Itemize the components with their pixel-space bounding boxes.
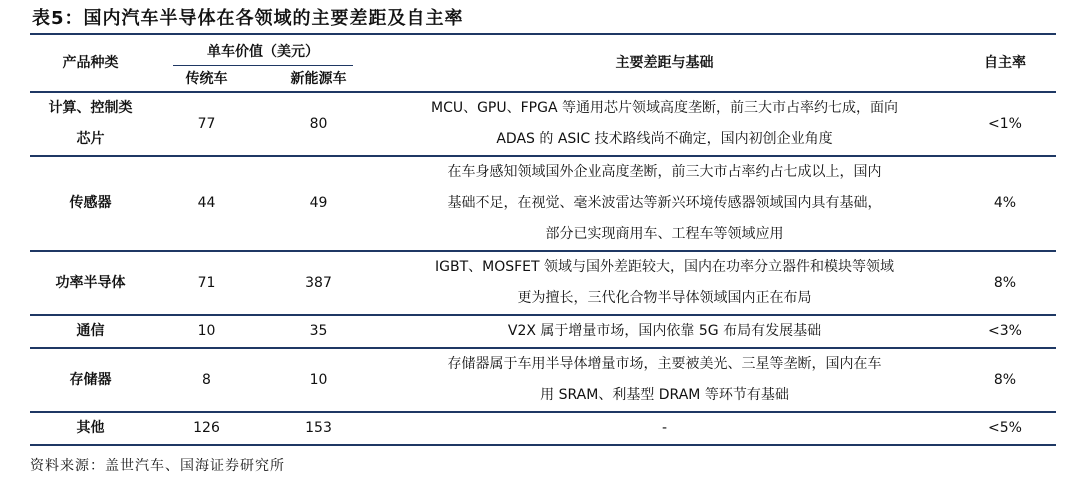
- header-nev: 新能源车: [262, 68, 375, 92]
- cell-basis-line: 更为擅长，三代化合物半导体领域国内正在布局: [517, 290, 812, 306]
- cell-basis: [375, 92, 954, 156]
- cell-product-line: 通信: [76, 323, 105, 339]
- cell-traditional: 126: [151, 412, 262, 445]
- cell-ratio: <5%: [954, 412, 1056, 445]
- cell-traditional: 77: [151, 92, 262, 156]
- header-product: 产品种类: [30, 36, 151, 92]
- table-row: [30, 348, 1056, 412]
- header-value-group-label: 单车价值（美元）: [173, 39, 353, 66]
- cell-ratio: <1%: [954, 92, 1056, 156]
- cell-basis-line: 基础不足，在视觉、毫米波雷达等新兴环境传感器领域国内具有基础，: [447, 195, 882, 211]
- cell-ratio: 8%: [954, 251, 1056, 315]
- table-row: [30, 412, 1056, 445]
- header-traditional: 传统车: [151, 68, 262, 92]
- cell-basis-line: -: [661, 420, 668, 436]
- cell-basis-line: V2X 属于增量市场，国内依靠 5G 布局有发展基础: [507, 323, 822, 339]
- cell-product: [30, 348, 151, 412]
- cell-traditional: 71: [151, 251, 262, 315]
- cell-product-line: 功率半导体: [55, 274, 126, 291]
- cell-nev: 80: [262, 92, 375, 156]
- table-row: [30, 315, 1056, 348]
- cell-basis: [375, 156, 954, 251]
- cell-ratio: 4%: [954, 156, 1056, 251]
- cell-product: [30, 412, 151, 445]
- cell-nev: 387: [262, 251, 375, 315]
- cell-basis: [375, 251, 954, 315]
- cell-product-line: 计算、控制类: [48, 100, 133, 116]
- cell-product: [30, 251, 151, 315]
- cell-nev: 49: [262, 156, 375, 251]
- table-row: [30, 156, 1056, 251]
- table-row: [30, 92, 1056, 156]
- cell-basis-line: 存储器属于车用半导体增量市场，主要被美光、三星等垄断，国内在车: [447, 356, 882, 372]
- cell-traditional: 8: [151, 348, 262, 412]
- cell-basis-line: MCU、GPU、FPGA 等通用芯片领域高度垄断，前三大市占率约七成，面向: [430, 100, 898, 116]
- cell-basis: [375, 348, 954, 412]
- cell-traditional: 10: [151, 315, 262, 348]
- cell-nev: 153: [262, 412, 375, 445]
- table-title: 表5：国内汽车半导体在各领域的主要差距及自主率: [32, 8, 464, 29]
- source-note: 资料来源：盖世汽车、国海证券研究所: [30, 458, 285, 474]
- cell-basis-line: ADAS 的 ASIC 技术路线尚不确定，国内初创企业角度: [496, 131, 833, 147]
- header-basis: 主要差距与基础: [375, 36, 954, 92]
- cell-ratio: <3%: [954, 315, 1056, 348]
- cell-nev: 35: [262, 315, 375, 348]
- table-row: [30, 251, 1056, 315]
- cell-product-line: 其他: [76, 420, 105, 436]
- cell-basis-line: IGBT、MOSFET 领域与国外差距较大，国内在功率分立器件和模块等领域: [434, 259, 895, 275]
- cell-basis-line: 部分已实现商用车、工程车等领域应用: [545, 226, 784, 242]
- header-value-group: [151, 36, 375, 68]
- cell-product-line: 存储器: [69, 371, 112, 388]
- cell-basis-line: 用 SRAM、利基型 DRAM 等环节有基础: [540, 387, 789, 403]
- table-body: [30, 92, 1056, 445]
- cell-product: [30, 315, 151, 348]
- title-rule: [30, 33, 1056, 35]
- cell-basis: [375, 315, 954, 348]
- cell-basis: [375, 412, 954, 445]
- cell-product: [30, 92, 151, 156]
- cell-basis-line: 在车身感知领域国外企业高度垄断，前三大市占率约占七成以上，国内: [447, 164, 882, 180]
- cell-product: [30, 156, 151, 251]
- cell-ratio: 8%: [954, 348, 1056, 412]
- cell-product-line: 传感器: [69, 195, 112, 211]
- gap-table: [30, 36, 1056, 446]
- cell-nev: 10: [262, 348, 375, 412]
- cell-traditional: 44: [151, 156, 262, 251]
- header-ratio: 自主率: [954, 36, 1056, 92]
- cell-product-line: 芯片: [76, 131, 105, 147]
